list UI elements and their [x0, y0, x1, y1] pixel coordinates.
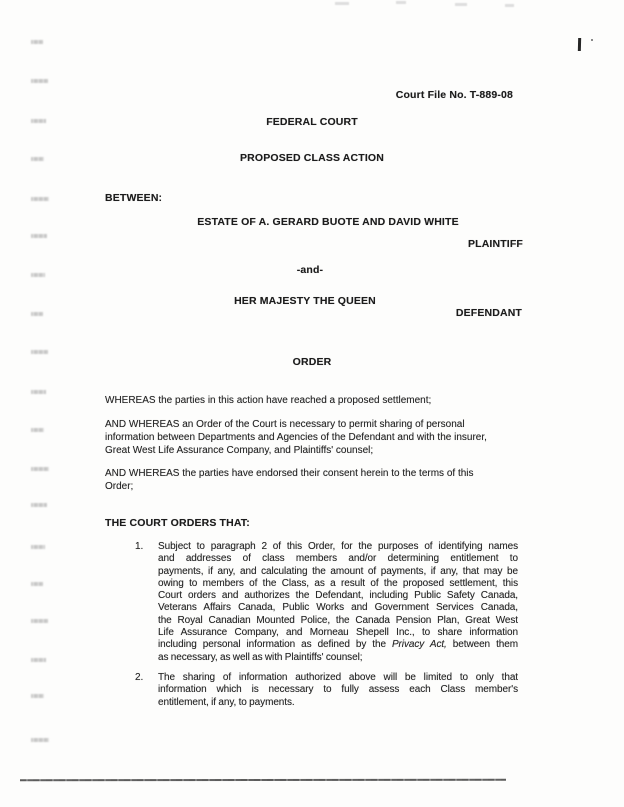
recital-paragraph-3 [105, 467, 517, 493]
text-line: AND WHEREAS an Order of the Court is necessary to permit sharing of personal [105, 419, 465, 430]
item-number: 1. [135, 541, 144, 552]
margin-smudge [31, 390, 46, 394]
recital-paragraph-2 [105, 418, 517, 457]
text-line: Veterans Affairs Canada, Public Works and Government Services Canada, [158, 602, 518, 614]
court-file-number: Court File No. T-889-08 [395, 89, 513, 101]
scan-speck [396, 1, 406, 4]
text-line: the Royal Canadian Mounted Police, the Canada Pension Plan, Great West [158, 614, 518, 626]
margin-smudge [31, 312, 43, 316]
text-line: owing to members of the Class, as a result of the proposed settlement, this [158, 577, 518, 589]
margin-smudge [31, 619, 48, 623]
margin-smudge [31, 40, 43, 44]
margin-smudge [31, 197, 49, 201]
margin-smudge [31, 694, 44, 698]
margin-smudge [31, 738, 49, 742]
margin-smudge [31, 428, 44, 432]
margin-smudge [31, 467, 49, 471]
text-line: Court orders and authorizes the Defendant, including Public Safety Canada, [158, 590, 518, 602]
text-line: Order; [105, 481, 134, 492]
order-item-2 [135, 672, 518, 709]
defendant-role: DEFENDANT [455, 307, 522, 319]
margin-smudge [31, 545, 45, 549]
and-separator: -and- [296, 264, 324, 276]
order-item-1 [135, 541, 518, 664]
recital-paragraph-1 [105, 394, 517, 407]
page-bottom-scan-line [20, 779, 506, 781]
proceeding-type: PROPOSED CLASS ACTION [240, 152, 384, 164]
text-line: Great West Life Assurance Company, and Plaintiffs' counsel; [105, 445, 374, 456]
margin-smudge [31, 350, 48, 354]
text-line: Subject to paragraph 2 of this Order, for the purposes of identifying names [158, 541, 518, 552]
item-text [158, 672, 518, 709]
plaintiff-role: PLAINTIFF [467, 238, 523, 250]
plaintiff-name: ESTATE OF A. GERARD BUOTE AND DAVID WHITE [197, 216, 459, 228]
text-line: information between Departments and Agencies of the Defendant and with the insurer, [105, 432, 487, 443]
margin-smudge [31, 234, 47, 238]
order-heading: ORDER [292, 356, 332, 368]
handwritten-page-mark [578, 38, 581, 51]
text-line: AND WHEREAS the parties have endorsed their consent herein to the terms of this [105, 468, 474, 479]
text-line: including personal information as defined by the Privacy Act, between them [158, 639, 518, 651]
text-line: as necessary, as well as with Plaintiffs' counsel; [158, 651, 363, 663]
scan-speck [335, 2, 349, 5]
margin-smudge [31, 79, 48, 83]
defendant-name: HER MAJESTY THE QUEEN [234, 295, 376, 307]
text-line: payments, if any, and calculating the amount of payments, if any, that may be [158, 565, 518, 577]
item-text [158, 541, 518, 664]
margin-smudge [31, 658, 46, 662]
text-line: WHEREAS the parties in this action have reached a proposed settlement; [105, 395, 432, 406]
text-line: and addresses of class members and/or determining entitlement to [158, 553, 518, 565]
text-line: information which is necessary to fully assess each Class member's [158, 684, 518, 696]
orders-heading: THE COURT ORDERS THAT: [105, 517, 250, 529]
item-number: 2. [135, 672, 144, 683]
text-line: The sharing of information authorized above will be limited to only that [158, 672, 518, 683]
court-name: FEDERAL COURT [266, 116, 358, 128]
scan-speck [505, 4, 514, 7]
margin-smudge [31, 503, 47, 507]
between-label: BETWEEN: [105, 192, 163, 204]
ink-dot [591, 39, 593, 41]
text-line: entitlement, if any, to payments. [158, 696, 295, 708]
text-line: Life Assurance Company, and Morneau Shepell Inc., to share information [158, 627, 518, 639]
scan-speck [455, 3, 467, 6]
margin-smudge [31, 582, 43, 586]
